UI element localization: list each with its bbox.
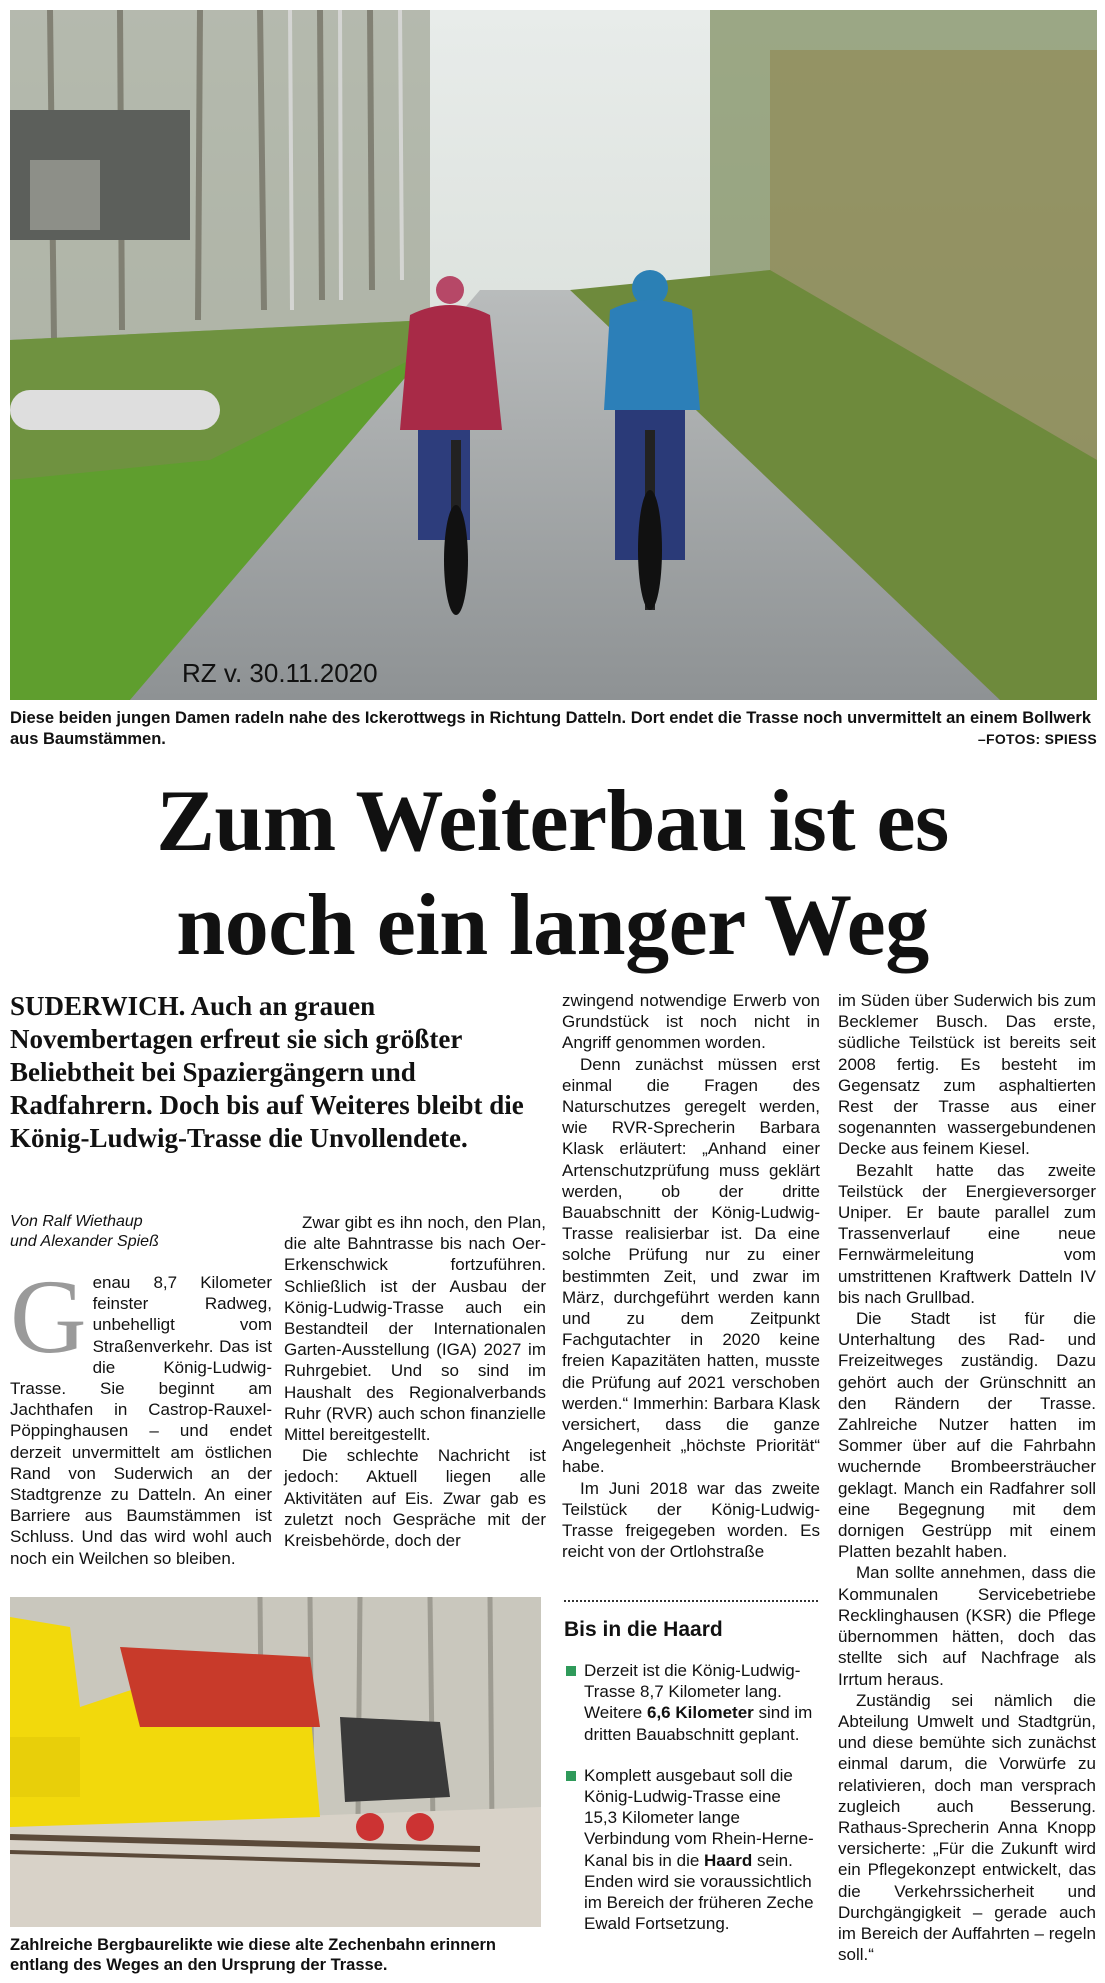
photo-credit: –FOTOS: SPIESS [977, 731, 1097, 747]
paragraph: Die Stadt ist für die Unterhaltung des Rad- und Freizeitweges zuständig. Dazu gehört auch der Grünschnitt an den Rändern der Trasse. Zahlreiche Nutzer hatten im Sommer über auf die Fahrbahn wuchernde Brombeersträucher geklagt. Manch ein Radfahrer soll eine Begegnung mit dem dornigen Gestrüpp mit einem Platten bezahlt haben. [838, 1309, 1096, 1562]
article-column-2 [284, 1212, 546, 1551]
paragraph: zwingend notwendige Erwerb von Grundstück ist noch nicht in Angriff genommen worden. [562, 991, 820, 1053]
headline [0, 770, 1105, 978]
article-column-1 [10, 1258, 272, 1569]
info-item [564, 1765, 818, 1935]
square-bullet-icon [566, 1771, 576, 1781]
paragraph: Im Juni 2018 war das zweite Teilstück der König-Ludwig-Trasse freigegeben worden. Es reicht von der Ortlohstraße [562, 1478, 820, 1562]
info-item [564, 1660, 818, 1745]
cyclists-photo [10, 10, 1097, 700]
info-text: Derzeit ist die König-Ludwig-Trasse 8,7 Kilometer lang. Weitere [584, 1661, 801, 1723]
article-column-4 [838, 990, 1096, 1965]
lead-paragraph: SUDERWICH. Auch an grauen Novembertagen erfreut sie sich größter Beliebtheit bei Spaziergängern und Radfahrern. Doch bis auf Weiteres bleibt die König-Ludwig-Trasse die Unvollendete. [10, 991, 524, 1153]
paragraph: Bezahlt hatte das zweite Teilstück der Energieversorger Uniper. Er baute parallel zum Trassenverlauf eine neue Fernwärmeleitung vom umstrittenen Kraftwerk Datteln IV bis nach Grullbad. [838, 1160, 1096, 1307]
bottom-photo-caption: Zahlreiche Bergbaurelikte wie diese alte Zechenbahn erinnern entlang des Weges an den Ursprung der Trasse. [10, 1936, 496, 1974]
drop-cap: G [10, 1258, 87, 1375]
info-box-title: Bis in die Haard [564, 1618, 723, 1641]
info-box [564, 1600, 818, 1954]
byline [10, 1212, 270, 1252]
paragraph: Die schlechte Nachricht ist jedoch: Aktuell liegen alle Aktivitäten auf Eis. Zwar gab es zuletzt noch Gespräche mit der Kreisbehörde, doch der [284, 1446, 546, 1551]
paragraph [10, 1258, 272, 1569]
headline-line-2: noch ein langer Weg [176, 877, 929, 974]
info-text: sind im dritten Bauabschnitt geplant. [584, 1703, 813, 1744]
paragraph: Zuständig sei nämlich die Abteilung Umwelt und Stadtgrün, und diese bemühte sich zunächst einmal darum, die Vorwürfe zu relativieren, doch man versprach zugleich auch Besserung. Rathaus-Sprecherin Anna Knopp versicherte: „Für die Zukunft wird ein Pflegekonzept entwickelt, das die Verkehrssicherheit und Durchgängigkeit – gerade auch im Bereich der Auffahrten – regeln soll.“ [838, 1690, 1096, 1965]
paragraph: Denn zunächst müssen erst einmal die Fragen des Naturschutzes geregelt werden, wie RVR-Sprecherin Barbara Klask erläutert: „Anhand einer Artenschutzprüfung muss geklärt werden, ob der dritte Bauabschnitt der König-Ludwig-Trasse realisierbar ist. Da eine solche Prüfung nur zu einer bestimmten Zeit, und zwar im März, durchgeführt werden kann und zu dem Zeitpunkt Fachgutachter in 2020 keine freien Kapazitäten hatten, musste die Prüfung auf 2021 verschoben werden.“ Immerhin: Barbara Klask versichert, dass die ganze Angelegenheit „höchste Priorität“ habe. [562, 1054, 820, 1477]
dotted-divider [564, 1600, 818, 1602]
bottom-photo [10, 1597, 541, 1927]
paragraph: Zwar gibt es ihn noch, den Plan, die alte Bahntrasse bis nach Oer-Erkenschwick fortzuführen. Schließlich ist der Ausbau der König-Ludwig-Trasse auch ein Bestandteil der Internationalen Garten-Ausstellung (IGA) 2027 im Ruhrgebiet. Und so sind im Haushalt des Regionalverbands Ruhr (RVR) auch schon finanzielle Mittel bereitgestellt. [284, 1213, 546, 1445]
paragraph: im Süden über Suderwich bis zum Becklemer Busch. Das erste, südliche Teilstück ist bereits seit 2008 fertig. Es besteht im Gegensatz zum asphaltierten Rest der Trasse aus einer sogenannten wassergebundenen Decke aus feinem Kiesel. [838, 991, 1096, 1159]
headline-line-1: Zum Weiterbau ist es [156, 773, 949, 870]
byline-line-2: und Alexander Spieß [10, 1233, 159, 1250]
mine-cart-photo [10, 1597, 541, 1927]
paragraph-text: enau 8,7 Kilometer feinster Radweg, unbehelligt vom Straßenverkehr. Das ist die König-Ludwig-Trasse. Sie beginnt am Jachthafen in Castrop-Rauxel-Pöppinghausen – und endet derzeit unvermittelt am östlichen Rand von Suderwich an der Stadtgrenze zu Datteln. An einer Barriere aus Baumstämmen ist Schluss. Und das wird wohl auch noch ein Weilchen so bleiben. [10, 1273, 272, 1568]
paragraph: Man sollte annehmen, dass die Kommunalen Servicebetriebe Recklinghausen (KSR) die Pflege übernommen hätten, doch das stellte sich auf Nachfrage als Irrtum heraus. [838, 1563, 1096, 1689]
top-photo [10, 10, 1097, 700]
top-photo-caption: Diese beiden jungen Damen radeln nahe des Ickerottwegs in Richtung Datteln. Dort endet die Trasse noch unvermittelt an einem Bollwerk aus Baumstämmen. [10, 709, 1091, 748]
date-stamp: RZ v. 30.11.2020 [182, 658, 378, 688]
info-text: Komplett ausgebaut soll die König-Ludwig-Trasse eine 15,3 Kilometer lange Verbindung vom Rhein-Herne-Kanal bis in die [584, 1765, 814, 1870]
info-highlight: 6,6 Kilometer [647, 1703, 754, 1723]
square-bullet-icon [566, 1666, 576, 1676]
byline-line-1: Von Ralf Wiethaup [10, 1213, 143, 1230]
info-text: sein. Enden wird sie voraussichtlich im Bereich der früheren Zeche Ewald Fortsetzung. [584, 1850, 814, 1934]
article-column-3 [562, 990, 820, 1562]
info-highlight: Haard [704, 1850, 753, 1870]
